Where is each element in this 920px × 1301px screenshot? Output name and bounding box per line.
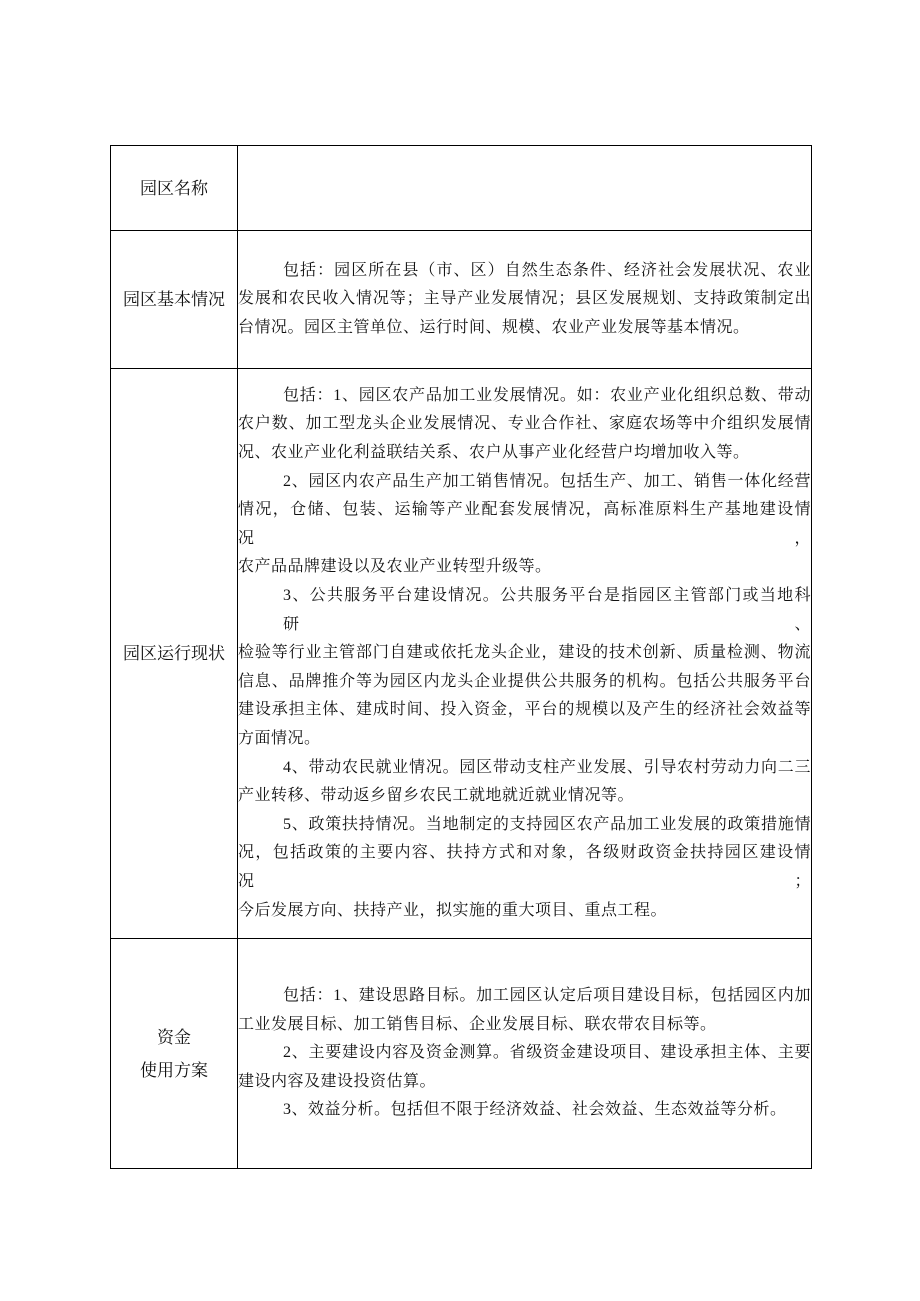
label-text: 园区运行现状 [123, 644, 225, 663]
text-line: 况、农业产业化利益联结关系、农户从事产业化经营户均增加收入等。 [238, 444, 750, 462]
paragraph [238, 1039, 811, 1096]
text-line: 包括：1、建设思路目标。加工园区认定后项目建设目标，包括园区内加 [283, 987, 811, 1005]
paragraph [238, 257, 811, 343]
text-line: 2、园区内农产品生产加工销售情况。包括生产、加工、销售一体化经营 [283, 472, 811, 490]
label-text: 园区名称 [140, 178, 208, 198]
row-park-operation-status [111, 369, 812, 939]
label-fund-usage-plan [111, 939, 238, 1169]
paragraph [238, 982, 811, 1039]
text-line: 建设承担主体、建成时间、投入资金，平台的规模以及产生的经济社会效益等 [238, 701, 811, 719]
text-line: 方面情况。 [238, 729, 321, 747]
paragraph [238, 811, 811, 925]
label-text: 园区基本情况 [123, 290, 225, 309]
field-park-basic-info [238, 231, 812, 369]
text-line: 农产品品牌建设以及农业产业转型升级等。 [238, 558, 552, 576]
text-line: 包括：1、园区农产品加工业发展情况。如：农业产业化组织总数、带动 [283, 386, 811, 404]
text-line: 3、效益分析。包括但不限于经济效益、社会效益、生态效益等分析。 [283, 1101, 787, 1119]
text-line: 发展和农民收入情况等；主导产业发展情况；县区发展规划、支持政策制定出 [238, 290, 811, 308]
field-fund-usage-plan [238, 939, 812, 1169]
label-park-name [111, 146, 238, 231]
row-fund-usage-plan [111, 939, 812, 1169]
field-park-name [238, 146, 812, 231]
park-info-form-table [110, 145, 812, 1169]
text-line: 台情况。园区主管单位、运行时间、规模、农业产业发展等基本情况。 [238, 318, 750, 336]
text-line: 包括：园区所在县（市、区）自然生态条件、经济社会发展状况、农业 [283, 261, 811, 279]
text-line: 信息、品牌推介等为园区内龙头企业提供公共服务的机构。包括公共服务平台 [238, 672, 811, 690]
row-park-basic-info [111, 231, 812, 369]
text-line: 2、主要建设内容及资金测算。省级资金建设项目、建设承担主体、主要 [283, 1044, 811, 1062]
field-park-operation-status [238, 369, 812, 939]
text-line: 今后发展方向、扶持产业，拟实施的重大项目、重点工程。 [238, 901, 668, 919]
paragraph [238, 754, 811, 811]
paragraph [238, 1096, 811, 1125]
label-text-line-1: 资金 [157, 1027, 191, 1047]
text-line: 3、公共服务平台建设情况。公共服务平台是指园区主管部门或当地科研、 [283, 587, 811, 633]
text-line: 产业转移、带动返乡留乡农民工就地就近就业情况等。 [238, 787, 635, 805]
row-park-name [111, 146, 812, 231]
paragraph [238, 468, 811, 582]
text-line: 工业发展目标、加工销售目标、企业发展目标、联农带农目标等。 [238, 1015, 717, 1033]
text-line: 5、政策扶持情况。当地制定的支持园区农产品加工业发展的政策措施情 [283, 815, 811, 833]
text-line: 检验等行业主管部门自建或依托龙头企业，建设的技术创新、质量检测、物流 [238, 644, 811, 662]
text-line: 农户数、加工型龙头企业发展情况、专业合作社、家庭农场等中介组织发展情 [238, 415, 811, 433]
text-line: 况，包括政策的主要内容、扶持方式和对象，各级财政资金扶持园区建设情况； [238, 844, 811, 890]
paragraph [238, 382, 811, 468]
label-park-operation-status [111, 369, 238, 939]
label-text-line-2: 使用方案 [140, 1060, 208, 1080]
text-line: 建设内容及建设投资估算。 [238, 1072, 437, 1090]
text-line: 情况，仓储、包装、运输等产业配套发展情况，高标准原料生产基地建设情况， [238, 501, 811, 547]
text-line: 4、带动农民就业情况。园区带动支柱产业发展、引导农村劳动力向二三 [283, 758, 811, 776]
label-park-basic-info [111, 231, 238, 369]
paragraph [238, 582, 811, 754]
